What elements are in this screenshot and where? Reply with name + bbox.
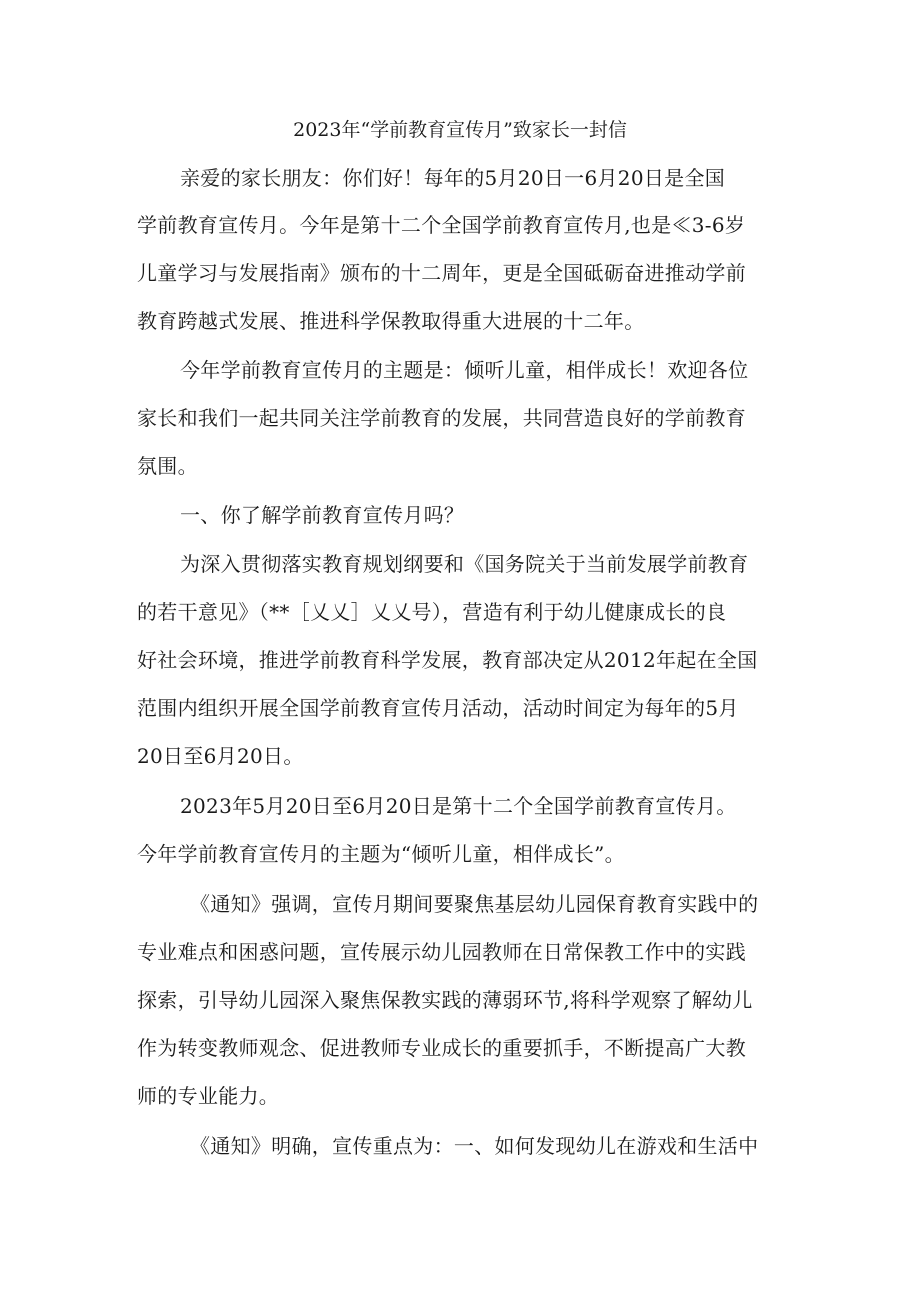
paragraph-line: 家长和我们一起共同关注学前教育的发展，共同营造良好的学前教育: [137, 406, 746, 430]
paragraph-line: 作为转变教师观念、促进教师专业成长的重要抓手，不断提高广大教: [137, 1036, 746, 1060]
section-heading: 一、你了解学前教育宣传月吗？: [180, 503, 465, 527]
paragraph-line: 范围内组织开展全国学前教育宣传月活动，活动时间定为每年的5月: [137, 696, 739, 720]
paragraph-line: 师的专业能力。: [137, 1084, 280, 1108]
paragraph-line: 儿童学习与发展指南》颁布的十二周年，更是全国砥砺奋进推动学前: [137, 261, 746, 285]
paragraph-line: 好社会环境，推进学前教育科学发展，教育部决定从2012年起在全国: [137, 648, 758, 672]
paragraph-line: 亲爱的家长朋友：你们好！每年的5月20日一6月20日是全国: [180, 166, 726, 190]
paragraph-line: 今年学前教育宣传月的主题是：倾听儿童，相伴成长！欢迎各位: [180, 358, 749, 382]
paragraph-line: 20日至6月20日。: [137, 744, 304, 768]
paragraph-line: 《通知》强调，宣传月期间要聚焦基层幼儿园保育教育实践中的: [190, 892, 759, 916]
paragraph-line: 今年学前教育宣传月的主题为“倾听儿童，相伴成长”。: [137, 842, 625, 866]
document-title: 2023年“学前教育宣传月”致家长一封信: [293, 119, 627, 141]
paragraph-line: 探索，引导幼儿园深入聚焦保教实践的薄弱环节,将科学观察了解幼儿: [137, 988, 753, 1012]
paragraph-line: 《通知》明确，宣传重点为：一、如何发现幼儿在游戏和生活中: [190, 1134, 759, 1158]
paragraph-line: 学前教育宣传月。今年是第十二个全国学前教育宣传月,也是≪3-6岁: [137, 213, 746, 237]
paragraph-line: 教育跨越式发展、推进科学保教取得重大进展的十二年。: [137, 309, 645, 333]
paragraph-line: 专业难点和困惑问题，宣传展示幼儿园教师在日常保教工作中的实践: [137, 940, 746, 964]
paragraph-line: 为深入贯彻落实教育规划纲要和《国务院关于当前发展学前教育: [180, 552, 749, 576]
paragraph-line: 氛围。: [137, 454, 198, 478]
paragraph-line: 2023年5月20日至6月20日是第十二个全国学前教育宣传月。: [180, 794, 737, 818]
paragraph-line: 的若干意见》（**［乂乂］乂乂号），营造有利于幼儿健康成长的良: [137, 600, 727, 624]
